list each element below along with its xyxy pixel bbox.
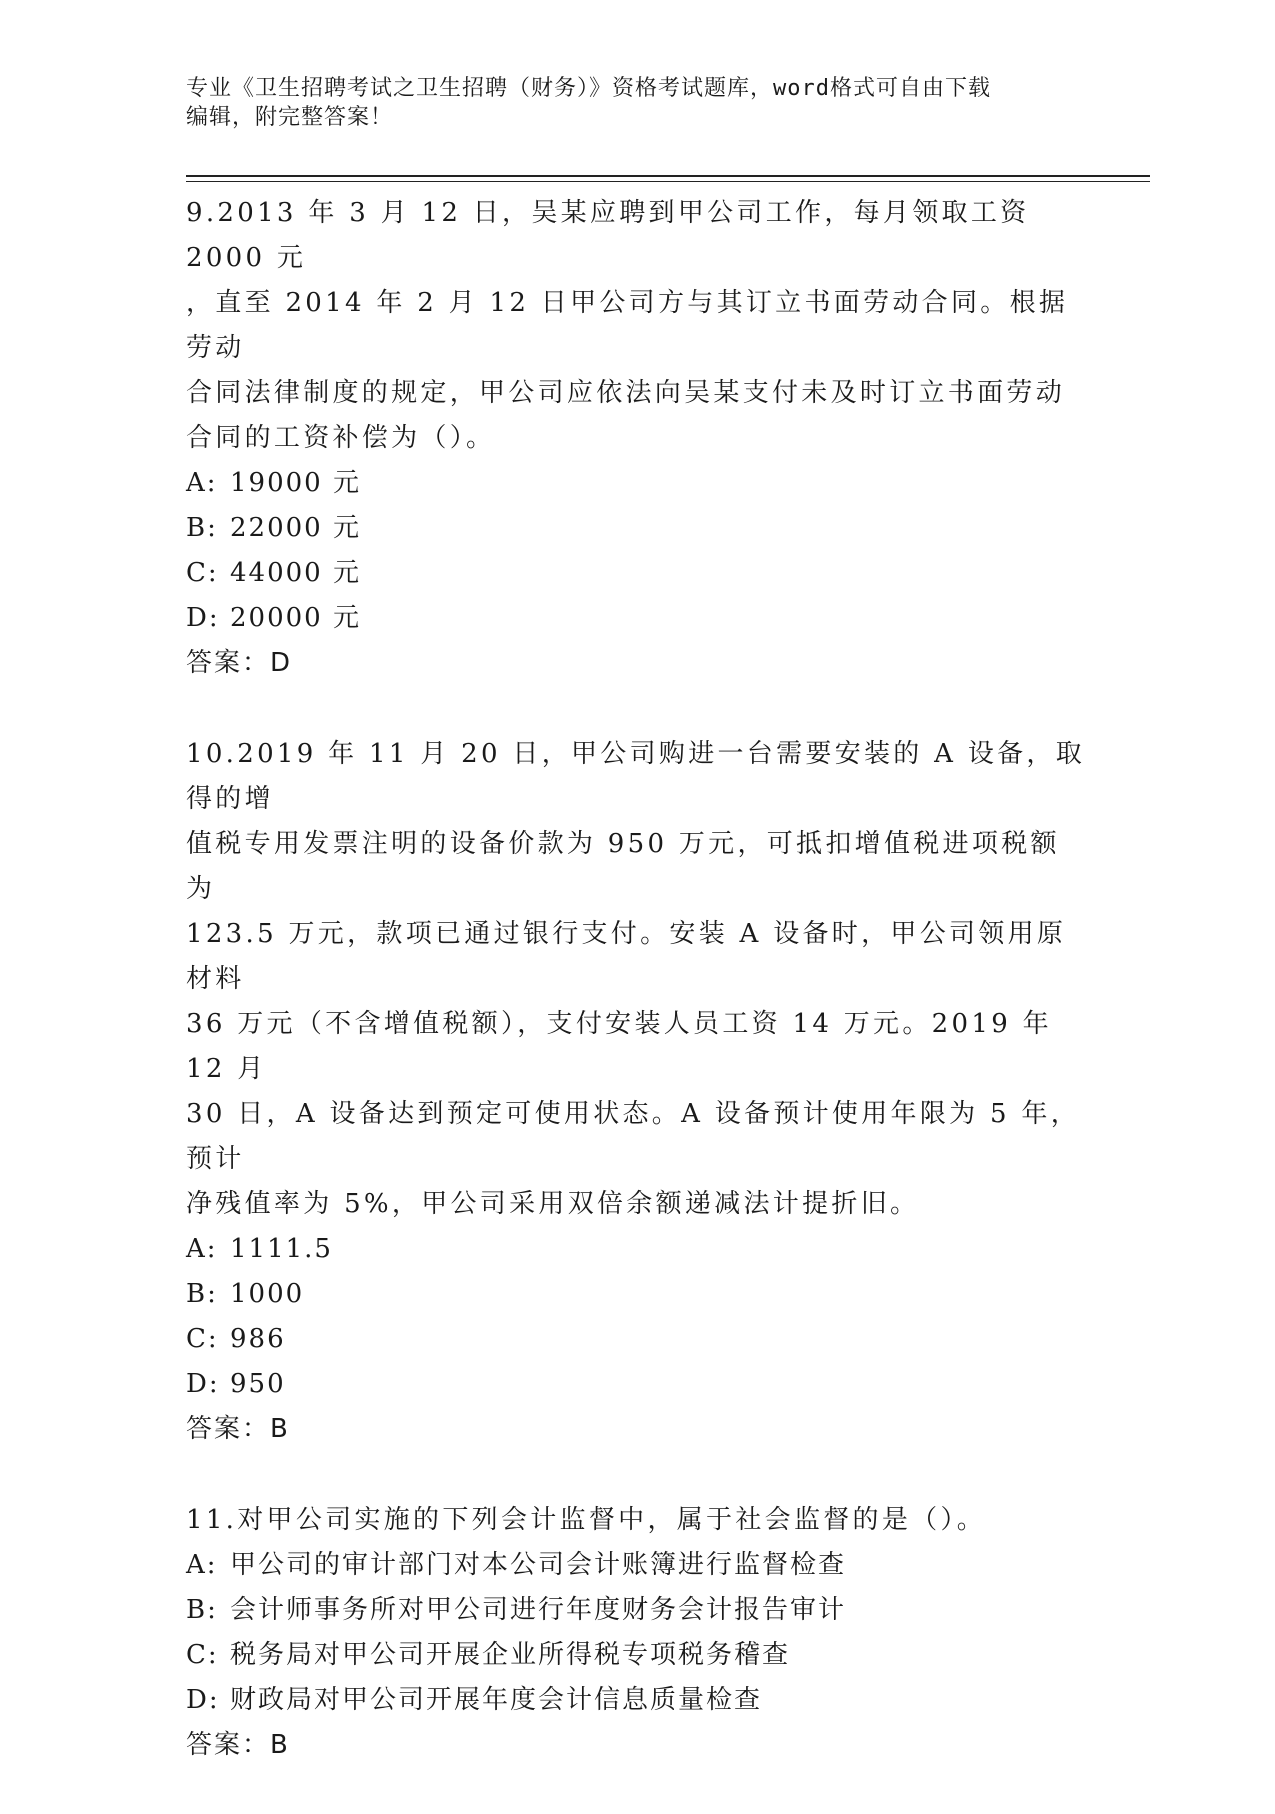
question-stem-line: 9.2013 年 3 月 12 日，吴某应聘到甲公司工作，每月领取工资 2000 元 — [186, 198, 1030, 273]
option-text: 950 — [230, 1369, 286, 1399]
option-letter: C: — [186, 1324, 219, 1354]
header-line-2: 编辑，附完整答案！ — [186, 105, 394, 130]
option-letter: B: — [186, 513, 218, 543]
question-11 — [186, 1498, 1086, 1768]
question-stem-line: 10.2019 年 11 月 20 日，甲公司购进一台需要安装的 A 设备，取得的增 — [186, 739, 1086, 814]
question-stem-line: ，直至 2014 年 2 月 12 日甲公司方与其订立书面劳动合同。根据劳动 — [186, 288, 1069, 363]
option-d — [186, 596, 1086, 641]
option-a — [186, 461, 1086, 506]
option-c — [186, 1633, 1086, 1678]
answer-line: 答案：D — [186, 648, 293, 678]
option-text: 1000 — [230, 1279, 305, 1309]
answer-line: 答案：B — [186, 1730, 290, 1760]
option-d — [186, 1678, 1086, 1723]
option-letter: D: — [186, 1685, 220, 1715]
option-letter: C: — [186, 558, 219, 588]
question-stem-line: 30 日，A 设备达到预定可使用状态。A 设备预计使用年限为 5 年，预计 — [186, 1099, 1081, 1174]
question-10 — [186, 732, 1086, 1452]
question-9 — [186, 191, 1086, 686]
option-letter: A: — [186, 1550, 218, 1580]
question-stem-line: 36 万元（不含增值税额），支付安装人员工资 14 万元。2019 年 12 月 — [186, 1009, 1052, 1084]
option-b — [186, 1272, 1086, 1317]
question-stem-line: 合同的工资补偿为（）。 — [186, 423, 496, 453]
option-text: 财政局对甲公司开展年度会计信息质量检查 — [230, 1685, 763, 1715]
question-stem-line: 11.对甲公司实施的下列会计监督中，属于社会监督的是（）。 — [186, 1505, 987, 1535]
option-text: 986 — [230, 1324, 286, 1354]
header-rule-thick — [186, 175, 1150, 177]
option-text: 税务局对甲公司开展企业所得税专项税务稽查 — [230, 1640, 791, 1670]
option-a — [186, 1227, 1086, 1272]
header-rule-thin — [186, 181, 1150, 182]
option-letter: B: — [186, 1279, 218, 1309]
option-letter: C: — [186, 1640, 219, 1670]
option-letter: A: — [186, 468, 218, 498]
option-letter: A: — [186, 1234, 218, 1264]
question-stem-line: 合同法律制度的规定，甲公司应依法向吴某支付未及时订立书面劳动 — [186, 378, 1066, 408]
option-c — [186, 551, 1086, 596]
answer-line: 答案：B — [186, 1414, 290, 1444]
option-text: 甲公司的审计部门对本公司会计账簿进行监督检查 — [230, 1550, 847, 1580]
header-line-1: 专业《卫生招聘考试之卫生招聘（财务）》资格考试题库，word格式可自由下载 — [186, 76, 991, 101]
question-stem-line: 123.5 万元，款项已通过银行支付。安装 A 设备时，甲公司领用原材料 — [186, 919, 1067, 994]
option-b — [186, 1588, 1086, 1633]
option-d — [186, 1362, 1086, 1407]
option-a — [186, 1543, 1086, 1588]
option-text: 会计师事务所对甲公司进行年度财务会计报告审计 — [230, 1595, 847, 1625]
option-text: 20000 元 — [230, 603, 361, 633]
option-letter: B: — [186, 1595, 218, 1625]
document-header — [186, 74, 1086, 132]
question-list — [186, 191, 1086, 1814]
option-letter: D: — [186, 1369, 220, 1399]
question-stem-line: 净残值率为 5%，甲公司采用双倍余额递减法计提折旧。 — [186, 1189, 920, 1219]
option-text: 22000 元 — [230, 513, 361, 543]
option-text: 44000 元 — [230, 558, 361, 588]
option-letter: D: — [186, 603, 220, 633]
option-text: 1111.5 — [230, 1234, 333, 1264]
question-stem-line: 值税专用发票注明的设备价款为 950 万元，可抵扣增值税进项税额为 — [186, 829, 1060, 904]
option-c — [186, 1317, 1086, 1362]
option-text: 19000 元 — [230, 468, 361, 498]
option-b — [186, 506, 1086, 551]
